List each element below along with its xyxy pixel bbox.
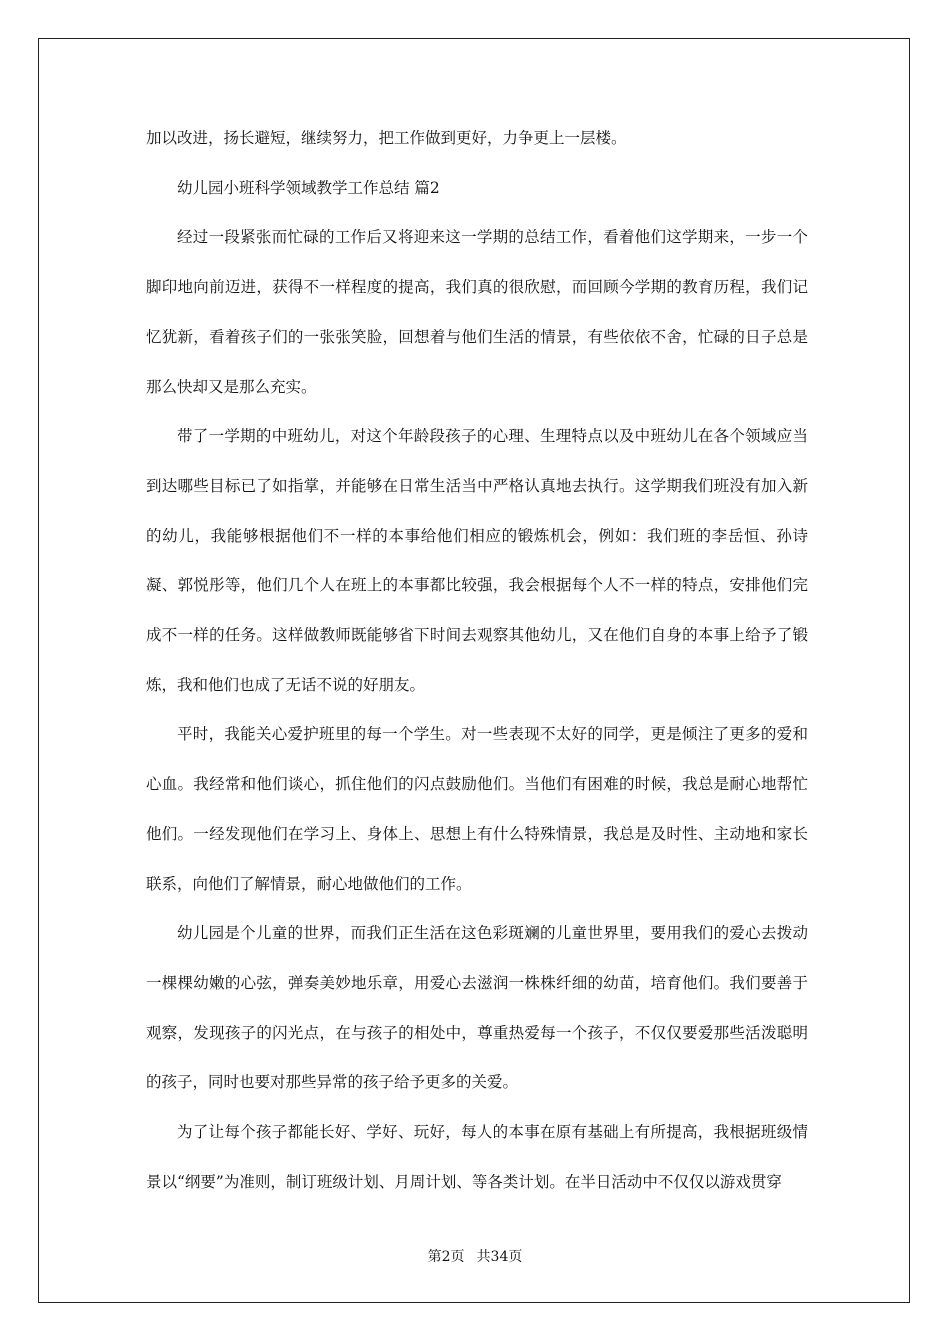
paragraph: 平时，我能关心爱护班里的每一个学生。对一些表现不太好的同学，更是倾注了更多的爱和心血。我经常和他们谈心，抓住他们的闪点鼓励他们。当他们有困难的时候，我总是耐心地帮忙他们。一经发现他们在学习上、身体上、思想上有什么特殊情景，我总是及时性、主动地和家长联系，向他们了解情景，耐心地做他们的工作。 xyxy=(146,725,808,893)
paragraph-continuation: 加以改进，扬长避短，继续努力，把工作做到更好，力争更上一层楼。 xyxy=(146,129,627,147)
paragraph: 经过一段紧张而忙碌的工作后又将迎来这一学期的总结工作，看着他们这学期来，一步一个脚印地向前迈进，获得不一样程度的提高，我们真的很欣慰，而回顾今学期的教育历程，我们记忆犹新，看着孩子们的一张张笑脸，回想着与他们生活的情景，有些依依不舍，忙碌的日子总是那么快却又是那么充实。 xyxy=(146,228,808,396)
paragraph: 带了一学期的中班幼儿，对这个年龄段孩子的心理、生理特点以及中班幼儿在各个领域应当到达哪些目标已了如指掌，并能够在日常生活当中严格认真地去执行。这学期我们班没有加入新的幼儿，我能够根据他们不一样的本事给他们相应的锻炼机会，例如：我们班的李岳恒、孙诗凝、郭悦彤等，他们几个人在班上的本事都比较强，我会根据每个人不一样的特点，安排他们完成不一样的任务。这样做教师既能够省下时间去观察其他幼儿，又在他们自身的本事上给予了锻炼，我和他们也成了无话不说的好朋友。 xyxy=(146,427,808,694)
section-heading: 幼儿园小班科学领域教学工作总结 篇2 xyxy=(177,178,440,197)
page-number: 第2页 xyxy=(427,1249,465,1265)
page-footer xyxy=(0,1247,950,1267)
document-body xyxy=(146,114,808,1207)
paragraph: 幼儿园是个儿童的世界，而我们正生活在这色彩斑斓的儿童世界里，要用我们的爱心去拨动一棵棵幼嫩的心弦，弹奏美妙地乐章，用爱心去滋润一株株纤细的幼苗，培育他们。我们要善于观察，发现孩子的闪光点，在与孩子的相处中，尊重热爱每一个孩子，不仅仅要爱那些活泼聪明的孩子，同时也要对那些异常的孩子给予更多的关爱。 xyxy=(146,924,808,1092)
total-pages: 共34页 xyxy=(476,1249,523,1265)
paragraph: 为了让每个孩子都能长好、学好、玩好，每人的本事在原有基础上有所提高，我根据班级情景以“纲要”为准则，制订班级计划、月周计划、等各类计划。在半日活动中不仅仅以游戏贯穿 xyxy=(146,1123,808,1191)
